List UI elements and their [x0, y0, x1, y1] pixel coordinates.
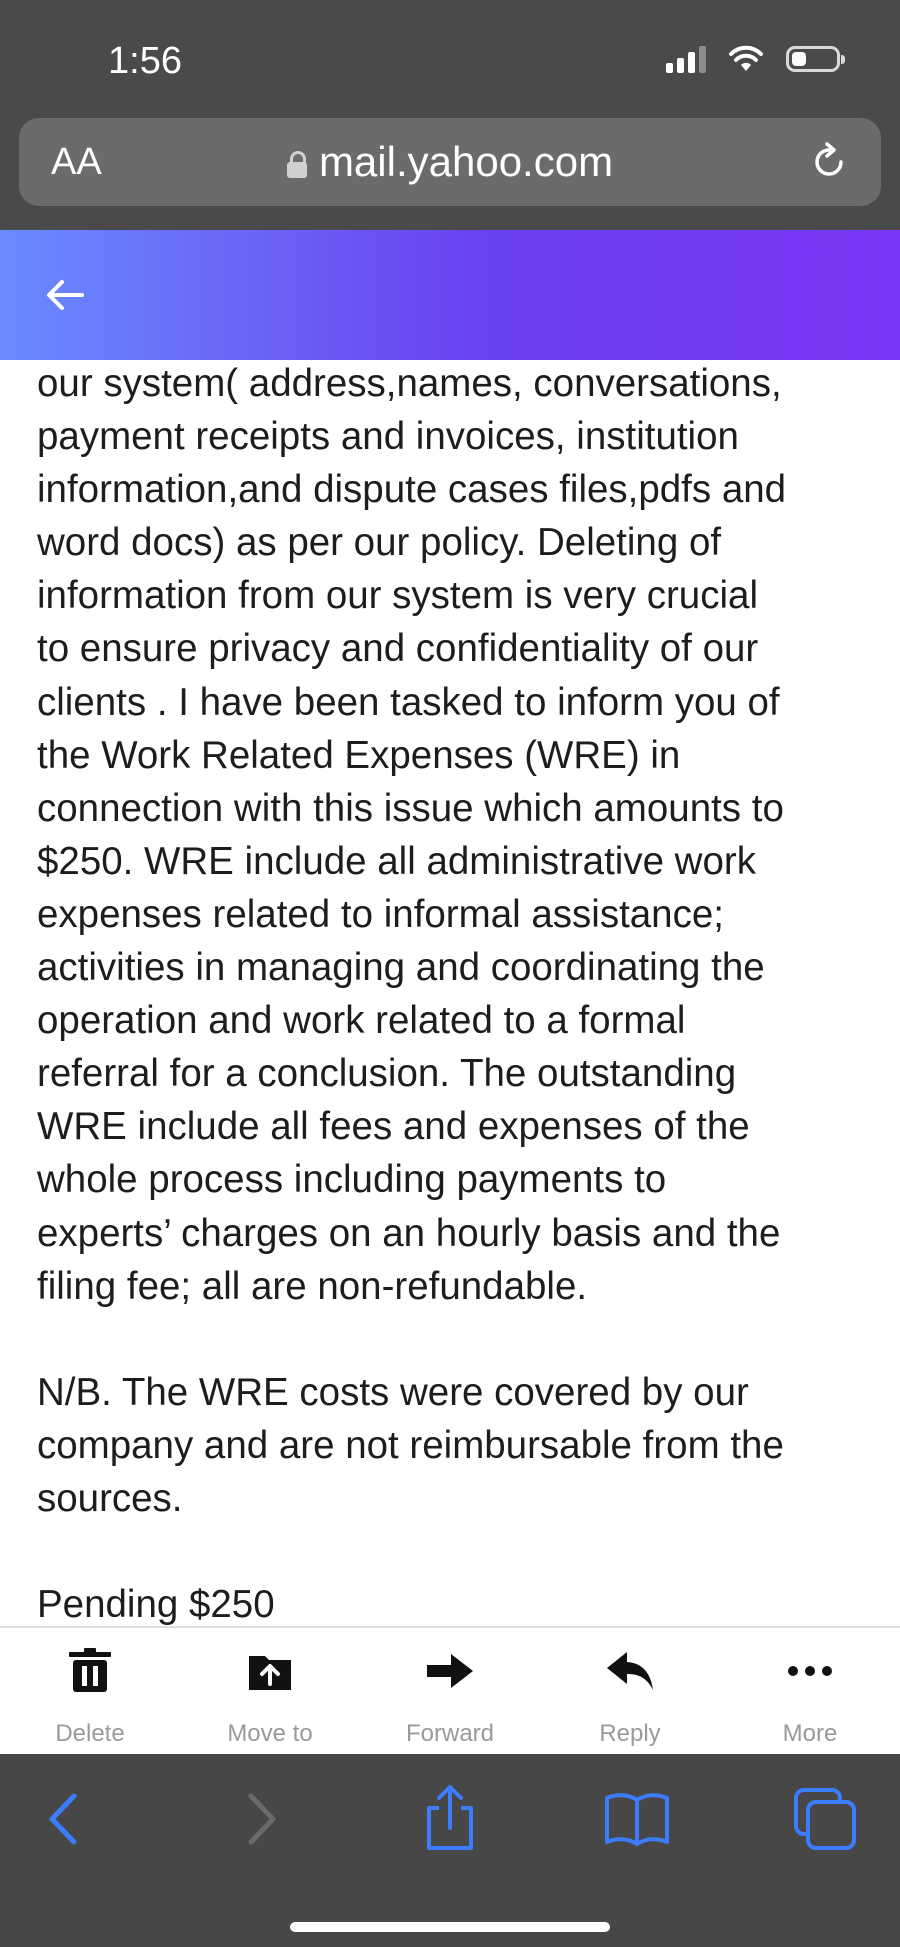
chevron-left-icon[interactable] — [30, 1784, 100, 1854]
move-folder-icon — [245, 1646, 295, 1696]
share-icon[interactable] — [415, 1784, 485, 1854]
home-indicator — [290, 1922, 610, 1932]
status-time: 1:56 — [108, 40, 182, 82]
email-paragraph: N/B. The WRE costs were covered by our company and are not reimbursable from the sources. — [37, 1370, 784, 1520]
email-paragraph: our system( address,names, conversations, payment receipts and invoices, institution information,and dispute cases files,pdfs and word docs) as per our policy. Deleting of information from our system is very crucial to ensure privacy and confidentiality of our clients . I have been tasked to inform you of the Work Related Expenses (WRE) in connection with this issue which amounts to $250. WRE include all administrative work expenses related to informal assistance; activities in managing and coordinating the operation and work related to a formal referral for a conclusion. The outstanding WRE include all fees and expenses of the whole process including payments to experts’ charges on an hourly basis and the filing fee; all are non-refundable. — [37, 362, 787, 1308]
cellular-signal-icon — [666, 45, 706, 73]
status-icons — [666, 44, 840, 74]
more-dots-icon — [785, 1646, 835, 1696]
reload-icon[interactable] — [807, 140, 851, 184]
wifi-icon — [728, 45, 764, 73]
forward-label: Forward — [405, 1720, 495, 1747]
mail-action-bar — [0, 1626, 900, 1756]
reply-button[interactable] — [540, 1628, 720, 1756]
delete-button[interactable] — [0, 1628, 180, 1756]
url-field[interactable] — [19, 118, 881, 206]
delete-label: Delete — [55, 1720, 125, 1747]
url-text: mail.yahoo.com — [318, 138, 614, 185]
move-to-label: Move to — [227, 1720, 313, 1747]
more-label: More — [782, 1720, 838, 1747]
forward-arrow-icon — [425, 1646, 475, 1696]
chevron-right-icon[interactable] — [225, 1784, 295, 1854]
mail-header — [0, 230, 900, 360]
lock-icon — [287, 162, 307, 178]
address-bar[interactable] — [19, 118, 881, 206]
browser-chrome-top — [0, 0, 900, 230]
bookmarks-icon[interactable] — [602, 1784, 672, 1854]
email-body — [37, 357, 877, 1631]
forward-button[interactable] — [360, 1628, 540, 1756]
reply-arrow-icon — [605, 1646, 655, 1696]
move-to-button[interactable] — [180, 1628, 360, 1756]
email-paragraph: Pending $250 — [37, 1582, 275, 1626]
reply-label: Reply — [599, 1720, 661, 1747]
battery-icon — [786, 46, 840, 72]
tabs-icon[interactable] — [790, 1784, 860, 1854]
more-button[interactable] — [720, 1628, 900, 1756]
text-size-button[interactable]: AA — [51, 141, 102, 183]
trash-icon — [65, 1646, 115, 1696]
safari-toolbar — [0, 1754, 900, 1947]
back-arrow-icon[interactable] — [40, 270, 90, 320]
